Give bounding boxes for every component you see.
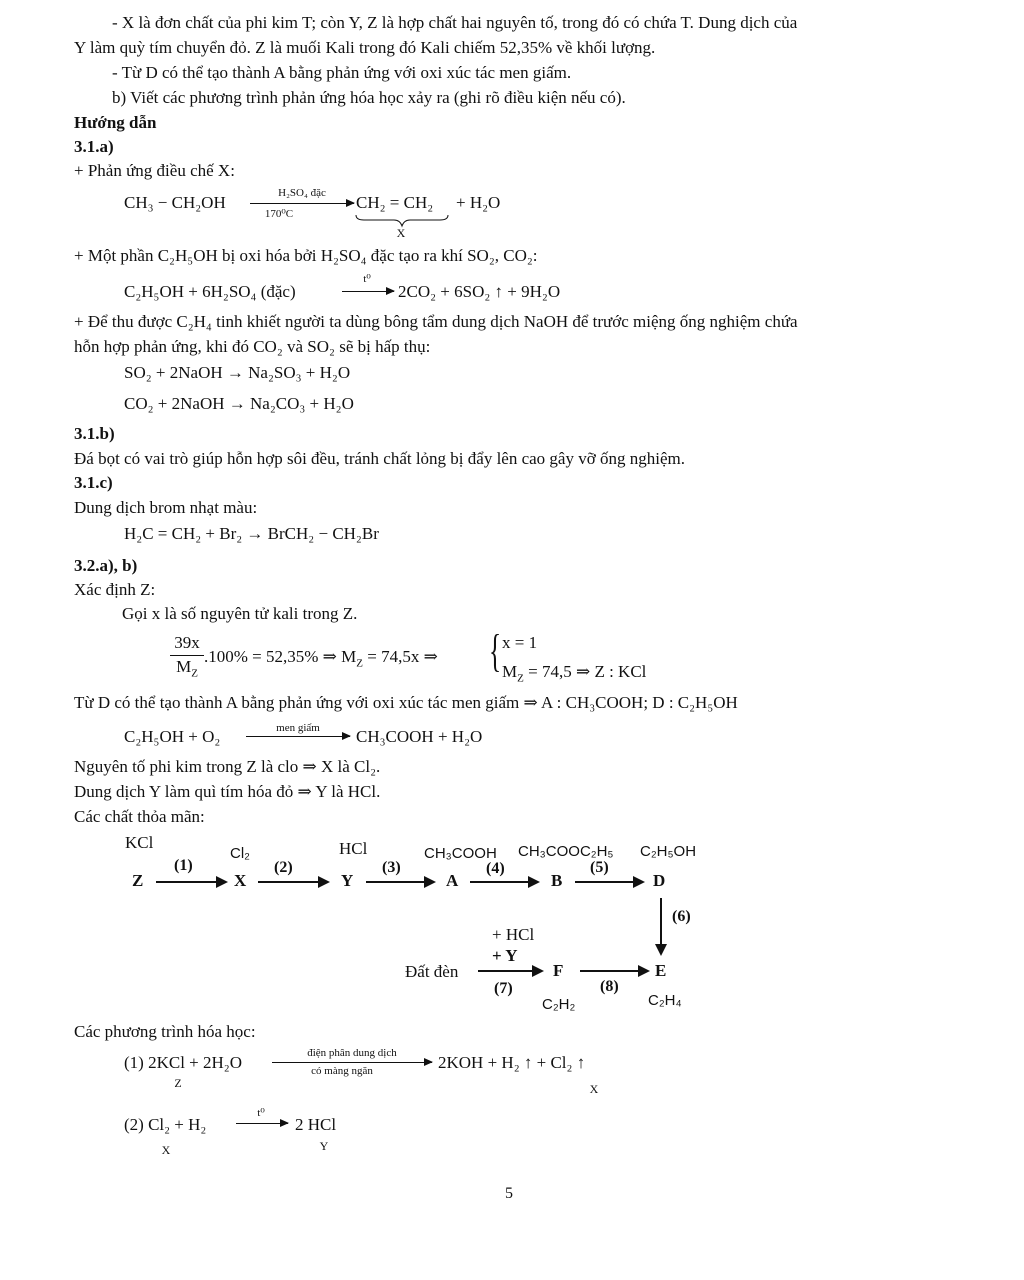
section-heading-32: 3.2.a), b) [74,556,138,575]
arrow-7 [478,970,542,972]
satisfy-text: Các chất thỏa mãn: [74,807,205,826]
prep-text: + Phản ứng điều chế X: [74,161,235,180]
step-1: (1) [174,857,193,874]
guide-heading: Hướng dẫn [74,113,157,132]
section-heading-31b: 3.1.b) [74,424,115,443]
system-brace: { [489,625,502,676]
from-d-text: Từ D có thể tạo thành A bằng phản ứng với oxi xúc tác men giấm ⇒ A : CH₃COOH; D : C₂H₅OH [74,693,738,712]
eq1-left: CH₃ − CH₂OH [124,193,226,212]
arrow-6 [660,898,662,954]
pumice-text: Đá bọt có vai trò giúp hỗn hợp sôi đều, tránh chất lỏng bị đẩy lên cao gây vỡ ống nghiệm. [74,449,685,468]
r2-y-label: Y [319,1139,329,1153]
calc-mid-sub: Z [356,657,364,670]
arrow-5 [575,881,643,883]
fraction [170,633,204,679]
node-a: A [446,871,459,890]
node-e: E [655,961,667,980]
eq2-right: 2CO₂ + 6SO₂ ↑ + 9H₂O [398,282,561,301]
equations-heading: Các phương trình hóa học: [74,1022,256,1041]
eq4: CO₂ + 2NaOH → Na₂CO₃ + H₂O [124,394,354,413]
label-d: C₂H₅OH [640,843,697,860]
intro-line-2: Y làm quỳ tím chuyển đỏ. Z là muối Kali trong đó Kali chiếm 52,35% về khối lượng. [74,38,656,57]
arrow-2 [258,881,328,883]
r1-left: (1) 2KCl + 2H₂O [124,1053,242,1072]
eq3: SO₂ + 2NaOH → Na₂SO₃ + H₂O [124,363,351,382]
let-x-text: Gọi x là số nguyên tử kali trong Z. [122,604,358,623]
system-sub: Z [517,672,524,685]
label-f: C₂H₂ [542,996,576,1013]
r2-arrow [236,1123,288,1124]
eq1-arrow [250,203,354,204]
r1-under: có màng ngăn [311,1065,373,1077]
nonmetal-text: Nguyên tố phi kim trong Z là clo ⇒ X là Cl₂. [74,757,381,776]
system-line-1: x = 1 [502,633,538,652]
eq1-rest: + H₂O [456,193,501,212]
label-x: Cl₂ [230,845,250,862]
section-heading-31c: 3.1.c) [74,473,113,492]
r1-over: điện phân dung dịch [307,1047,397,1059]
node-f: F [553,961,564,980]
intro-line-1: - X là đơn chất của phi kim T; còn Y, Z là hợp chất hai nguyên tố, trong đó có chứa T. Dung dịch của [112,13,798,32]
label-e: C₂H₄ [648,992,682,1009]
system-line-2 [502,661,646,689]
eq2-arrow [342,291,394,292]
calc-end: = 74,5x ⇒ [363,647,438,666]
arrow-1 [156,881,226,883]
r1-right: 2KOH + H₂ ↑ + Cl₂ ↑ [438,1053,586,1072]
intro-line-3: - Từ D có thể tạo thành A bằng phản ứng với oxi xúc tác men giấm. [112,63,572,82]
denominator-sub: Z [191,667,198,680]
node-d: D [653,871,666,890]
solution-y-text: Dung dịch Y làm quì tím hóa đỏ ⇒ Y là HCl. [74,782,381,801]
eq1-brace-label: X [396,226,406,240]
denominator-m: M [176,657,192,676]
eq5-left: C₂H₅OH + O₂ [124,727,221,746]
r2-left: (2) Cl₂ + H₂ [124,1115,207,1134]
eq2-left: C₂H₅OH + 6H₂SO₄ (đặc) [124,282,296,301]
node-b: B [551,871,563,890]
section-heading-31a: 3.1.a) [74,137,114,156]
step-2: (2) [274,859,293,876]
eq5-right: CH₃COOH + H₂O [356,727,483,746]
r1-arrow [272,1062,432,1063]
reagent-hcl: + HCl [492,925,535,944]
node-z: Z [132,871,144,890]
step-4: (4) [486,860,505,877]
node-y: Y [341,871,354,890]
system-m: M [502,662,518,681]
fraction-denominator [170,655,204,679]
step-6: (6) [672,908,691,925]
side-reaction-text: + Một phần C₂H₅OH bị oxi hóa bởi H₂SO₄ đặc tạo ra khí SO₂, CO₂: [74,246,538,265]
bromine-text: Dung dịch brom nhạt màu: [74,498,258,517]
eq5-over: men giấm [276,722,320,734]
r1-x-label: X [589,1082,599,1096]
reagent-y: + Y [492,946,518,965]
r2-x-label: X [161,1143,171,1157]
label-a: CH₃COOH [424,845,497,862]
label-y: HCl [339,839,368,858]
purify-line-2: hỗn hợp phản ứng, khi đó CO₂ và SO₂ sẽ bị hấp thụ: [74,337,431,356]
step-8: (8) [600,978,619,995]
label-z: KCl [125,833,154,852]
eq2-over: t⁰ [363,273,371,285]
calc-mid: .100% = 52,35% ⇒ M [204,647,357,666]
dat-den: Đất đèn [405,962,459,981]
find-z-text: Xác định Z: [74,580,156,599]
intro-line-4: b) Viết các phương trình phản ứng hóa học xảy ra (ghi rõ điều kiện nếu có). [112,88,626,107]
arrow-4 [470,881,538,883]
r2-over: t⁰ [257,1107,265,1119]
eq1-over: H₂SO₄ đặc [278,187,326,199]
eq1-product: CH₂ = CH₂ [356,193,434,212]
page-number: 5 [505,1185,513,1202]
step-7: (7) [494,980,513,997]
system-result: = 74,5 ⇒ Z : KCl [523,662,647,681]
arrow-8 [580,970,648,972]
purify-line-1: + Để thu được C₂H₄ tinh khiết người ta dùng bông tẩm dung dịch NaOH để trước miệng ống nghiệm chứa [74,312,798,331]
r2-right: 2 HCl [295,1115,337,1134]
bromine-eq: H₂C = CH₂ + Br₂ → BrCH₂ − CH₂Br [124,524,379,543]
step-3: (3) [382,859,401,876]
arrow-3 [366,881,434,883]
eq5-arrow [246,736,350,737]
fraction-numerator: 39x [174,633,200,652]
label-b: CH₃COOC₂H₅ [518,843,614,860]
eq1-under: 170⁰C [264,208,294,220]
step-5: (5) [590,859,609,876]
r1-z-label: Z [174,1076,182,1090]
node-x: X [234,871,247,890]
calc-line [204,646,438,674]
